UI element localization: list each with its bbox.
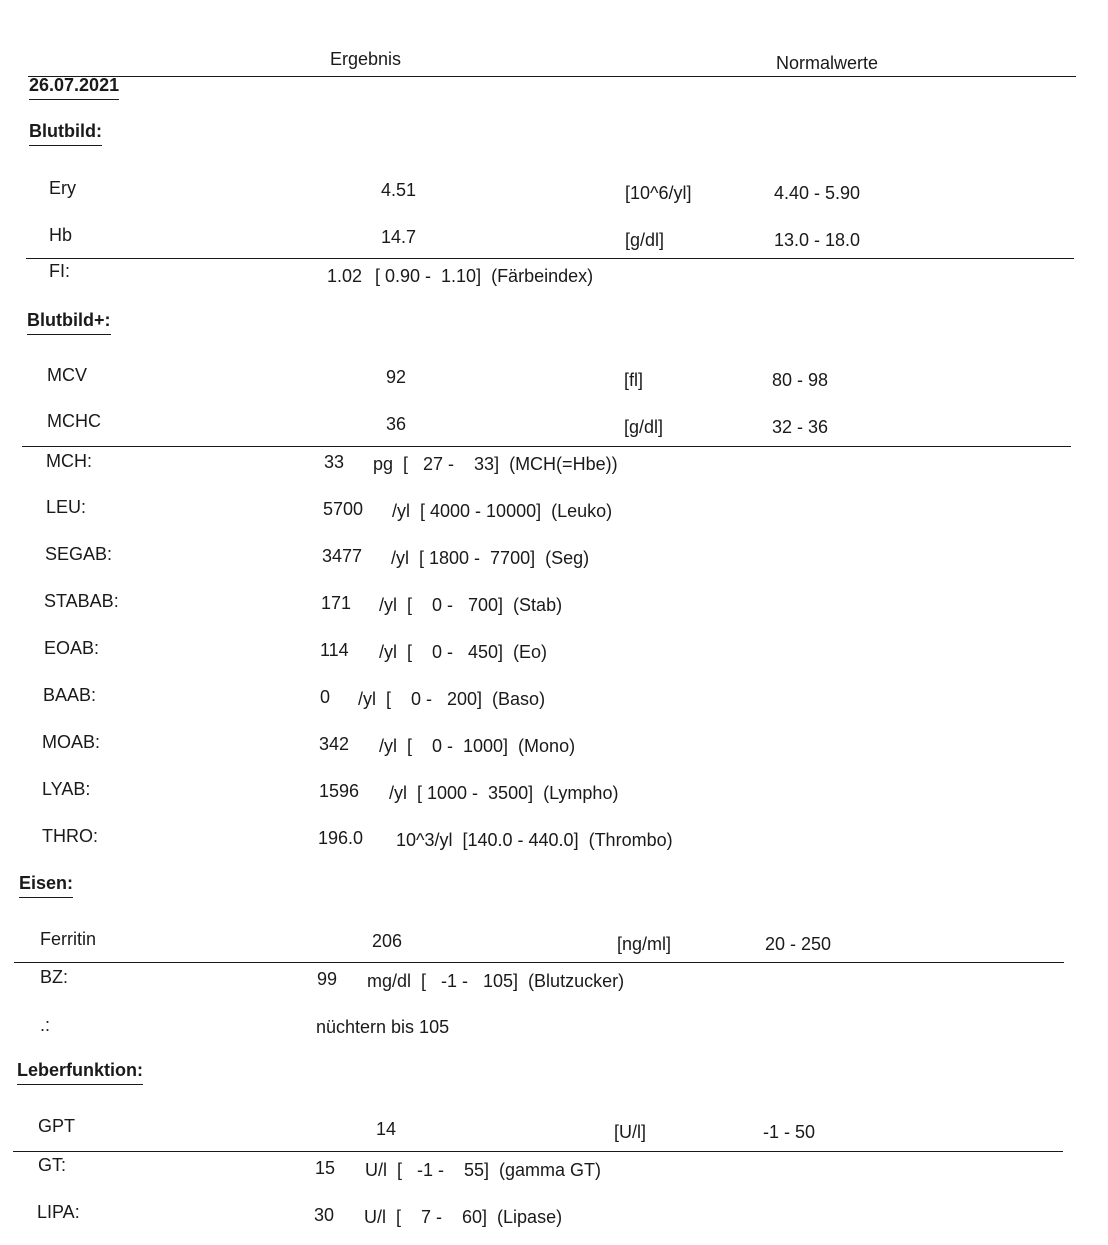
param-range: 32 - 36: [772, 417, 829, 437]
param-name: MCV: [47, 365, 87, 385]
param-unit: [ng/ml]: [617, 934, 672, 954]
row-divider: [22, 446, 1071, 447]
param-name: GPT: [38, 1116, 76, 1136]
param-detail: /yl [ 0 - 200] (Baso): [358, 689, 546, 709]
param-name: LYAB:: [42, 779, 91, 799]
param-value: 114: [320, 640, 349, 660]
param-value: 342: [319, 734, 350, 754]
param-name: Hb: [49, 225, 73, 245]
param-detail: /yl [ 0 - 450] (Eo): [379, 642, 548, 662]
param-value: 4.51: [381, 180, 417, 200]
param-name: SEGAB:: [45, 544, 113, 564]
param-detail: /yl [ 1000 - 3500] (Lympho): [389, 783, 619, 803]
param-unit: [U/l]: [614, 1122, 647, 1142]
row-divider: [14, 962, 1064, 963]
param-detail: mg/dl [ -1 - 105] (Blutzucker): [367, 971, 625, 991]
param-value: 0: [320, 687, 331, 707]
param-value: 36: [386, 414, 407, 434]
param-value: 196.0: [318, 828, 364, 848]
param-unit: [g/dl]: [624, 417, 664, 437]
param-name: MOAB:: [42, 732, 101, 752]
param-value: 1.02: [327, 266, 363, 286]
section-title-eisen: Eisen:: [19, 873, 74, 893]
param-name: MCH:: [46, 451, 92, 471]
param-range: 4.40 - 5.90: [774, 183, 861, 203]
param-detail: /yl [ 0 - 700] (Stab): [379, 595, 563, 615]
param-unit: [fl]: [624, 370, 644, 390]
param-value: 15: [315, 1158, 336, 1178]
param-value: 206: [372, 931, 403, 951]
param-name: LIPA:: [37, 1202, 80, 1222]
param-value: 3477: [322, 546, 363, 566]
param-value: 99: [317, 969, 338, 989]
param-name: LEU:: [46, 497, 87, 517]
section-title-blutbild-plus: Blutbild+:: [27, 310, 111, 330]
param-detail: U/l [ 7 - 60] (Lipase): [364, 1207, 563, 1227]
param-name: EOAB:: [44, 638, 100, 658]
param-name: MCHC: [47, 411, 101, 431]
param-detail: /yl [ 1800 - 7700] (Seg): [391, 548, 590, 568]
param-value: 5700: [323, 499, 364, 519]
param-value: 14.7: [381, 227, 417, 247]
param-range: 80 - 98: [772, 370, 829, 390]
report-date: 26.07.2021: [29, 75, 120, 95]
column-header-result: Ergebnis: [330, 49, 402, 69]
param-name: FI:: [49, 261, 70, 281]
param-unit: [g/dl]: [625, 230, 665, 250]
param-name: GT:: [38, 1155, 67, 1175]
param-value: 14: [376, 1119, 397, 1139]
param-detail: pg [ 27 - 33] (MCH(=Hbe)): [373, 454, 618, 474]
param-name: THRO:: [42, 826, 98, 846]
param-detail: [ 0.90 - 1.10] (Färbeindex): [375, 266, 594, 286]
param-range: -1 - 50: [763, 1122, 816, 1142]
row-divider: [13, 1151, 1063, 1152]
param-range: 20 - 250: [765, 934, 832, 954]
param-detail: /yl [ 4000 - 10000] (Leuko): [392, 501, 613, 521]
param-unit: [10^6/yl]: [625, 183, 692, 203]
param-value: 92: [386, 367, 407, 387]
param-name: Ferritin: [40, 929, 97, 949]
param-name: .:: [40, 1015, 51, 1035]
param-name: BAAB:: [43, 685, 97, 705]
param-value: nüchtern bis 105: [316, 1017, 450, 1037]
column-header-normal: Normalwerte: [776, 53, 879, 73]
param-range: 13.0 - 18.0: [774, 230, 861, 250]
param-value: 30: [314, 1205, 335, 1225]
section-title-blutbild: Blutbild:: [29, 121, 102, 141]
param-detail: U/l [ -1 - 55] (gamma GT): [365, 1160, 602, 1180]
param-detail: 10^3/yl [140.0 - 440.0] (Thrombo): [396, 830, 673, 850]
param-name: STABAB:: [44, 591, 119, 611]
param-value: 1596: [319, 781, 360, 801]
param-name: BZ:: [40, 967, 69, 987]
row-divider: [26, 258, 1074, 259]
section-title-leberfunktion: Leberfunktion:: [17, 1060, 143, 1080]
param-value: 33: [324, 452, 345, 472]
param-detail: /yl [ 0 - 1000] (Mono): [379, 736, 576, 756]
header-divider: [28, 76, 1076, 77]
param-value: 171: [321, 593, 352, 613]
param-name: Ery: [49, 178, 76, 198]
